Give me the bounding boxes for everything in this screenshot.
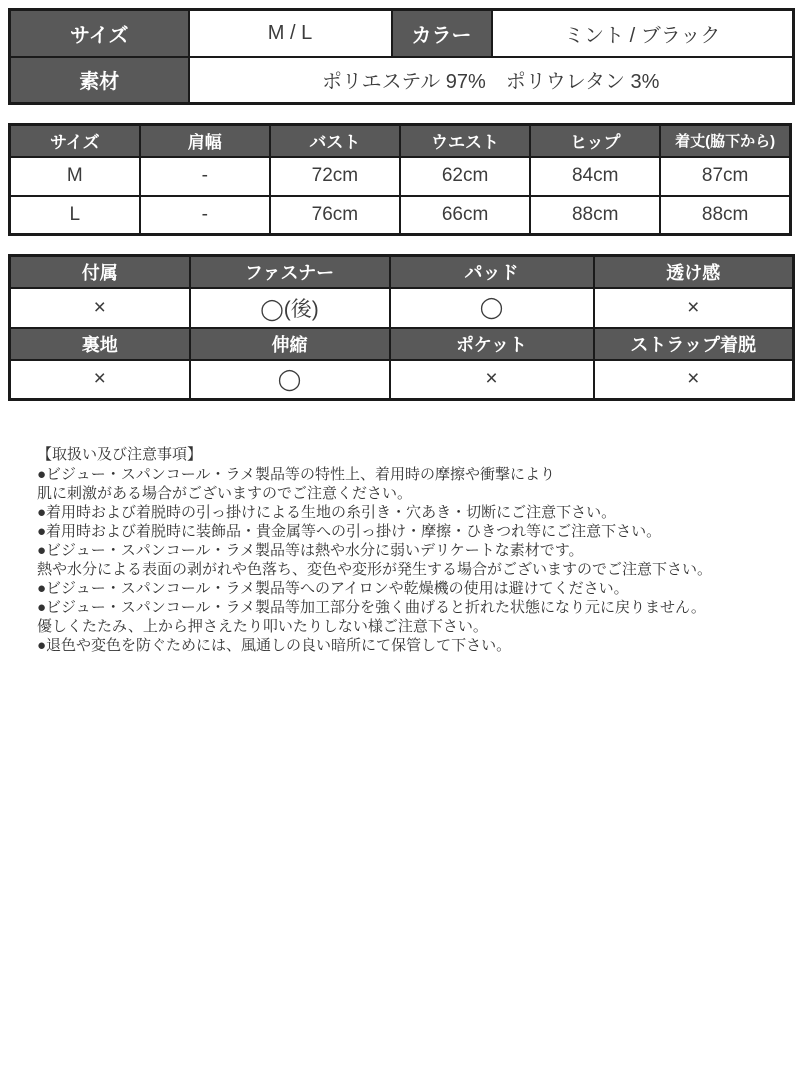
feature-value-cell: ◯ xyxy=(390,288,594,328)
care-notes-line: ●ビジュー・スパンコール・ラメ製品等の特性上、着用時の摩擦や衝撃により xyxy=(37,466,556,483)
measurement-cell: 88cm xyxy=(530,196,660,235)
feature-value-cell: × xyxy=(594,288,794,328)
measurements-header-length: 着丈(脇下から) xyxy=(660,125,790,157)
measurement-cell: 84cm xyxy=(530,157,660,196)
care-notes-line: ●着用時および着脱時の引っ掛けによる生地の糸引き・穴あき・切断にご注意下さい。 xyxy=(37,504,617,521)
care-notes-line: 熱や水分による表面の剥がれや色落ち、変色や変形が発生する場合がございますのでご注意下さい。 xyxy=(37,561,713,578)
measurement-cell: 87cm xyxy=(660,157,790,196)
measurement-cell: L xyxy=(10,196,140,235)
features-header-row-1 xyxy=(10,256,794,288)
measurements-header-row xyxy=(10,125,791,157)
spec-material-value: ポリエステル 97% ポリウレタン 3% xyxy=(189,57,794,104)
spec-size-value: M / L xyxy=(189,10,392,57)
feature-value-cell: ◯ xyxy=(190,360,390,400)
feature-value-cell: × xyxy=(10,360,190,400)
care-notes-line: 肌に刺激がある場合がございますのでご注意ください。 xyxy=(37,485,413,502)
measurements-table xyxy=(8,123,792,236)
features-header-pocket: ポケット xyxy=(390,328,594,360)
measurements-header-waist: ウエスト xyxy=(400,125,530,157)
feature-value-cell: × xyxy=(594,360,794,400)
feature-value-cell: × xyxy=(10,288,190,328)
measurements-header-shoulder: 肩幅 xyxy=(140,125,270,157)
feature-value-cell: ◯(後) xyxy=(190,288,390,328)
features-header-pad: パッド xyxy=(390,256,594,288)
measurement-cell: - xyxy=(140,157,270,196)
care-notes-title: 【取扱い及び注意事項】 xyxy=(37,446,203,463)
measurement-cell: 88cm xyxy=(660,196,790,235)
features-header-sheerness: 透け感 xyxy=(594,256,794,288)
features-table xyxy=(8,254,795,401)
measurements-row-m xyxy=(10,157,791,196)
measurement-cell: M xyxy=(10,157,140,196)
measurements-row-l xyxy=(10,196,791,235)
features-value-row-1 xyxy=(10,288,794,328)
spec-color-value: ミント / ブラック xyxy=(492,10,794,57)
measurements-header-hip: ヒップ xyxy=(530,125,660,157)
care-notes-line: ●ビジュー・スパンコール・ラメ製品等加工部分を強く曲げると折れた状態になり元に戻りません。 xyxy=(37,599,706,616)
features-header-row-2 xyxy=(10,328,794,360)
spec-table xyxy=(8,8,795,105)
features-value-row-2 xyxy=(10,360,794,400)
care-notes-line: ●退色や変色を防ぐためには、風通しの良い暗所にて保管して下さい。 xyxy=(37,637,512,654)
measurement-cell: - xyxy=(140,196,270,235)
spec-row-material xyxy=(10,57,794,104)
measurements-header-bust: バスト xyxy=(270,125,400,157)
spec-material-label: 素材 xyxy=(10,57,189,104)
features-header-lining: 裏地 xyxy=(10,328,190,360)
spec-size-label: サイズ xyxy=(10,10,189,57)
measurements-header-size: サイズ xyxy=(10,125,140,157)
spec-row-size-color xyxy=(10,10,794,57)
features-header-accessory: 付属 xyxy=(10,256,190,288)
features-header-stretch: 伸縮 xyxy=(190,328,390,360)
features-header-strap: ストラップ着脱 xyxy=(594,328,794,360)
care-notes-line: 優しくたたみ、上から押さえたり叩いたりしない様ご注意下さい。 xyxy=(37,618,488,635)
care-notes-line: ●ビジュー・スパンコール・ラメ製品等は熱や水分に弱いデリケートな素材です。 xyxy=(37,542,584,559)
care-notes-line: ●着用時および着脱時に装飾品・貴金属等への引っ掛け・摩擦・ひきつれ等にご注意下さい。 xyxy=(37,523,662,540)
features-header-fastener: ファスナー xyxy=(190,256,390,288)
measurement-cell: 72cm xyxy=(270,157,400,196)
measurement-cell: 66cm xyxy=(400,196,530,235)
spec-color-label: カラー xyxy=(392,10,492,57)
measurement-cell: 62cm xyxy=(400,157,530,196)
care-notes-line: ●ビジュー・スパンコール・ラメ製品等へのアイロンや乾燥機の使用は避けてください。 xyxy=(37,580,629,597)
care-notes xyxy=(8,445,792,655)
measurement-cell: 76cm xyxy=(270,196,400,235)
feature-value-cell: × xyxy=(390,360,594,400)
